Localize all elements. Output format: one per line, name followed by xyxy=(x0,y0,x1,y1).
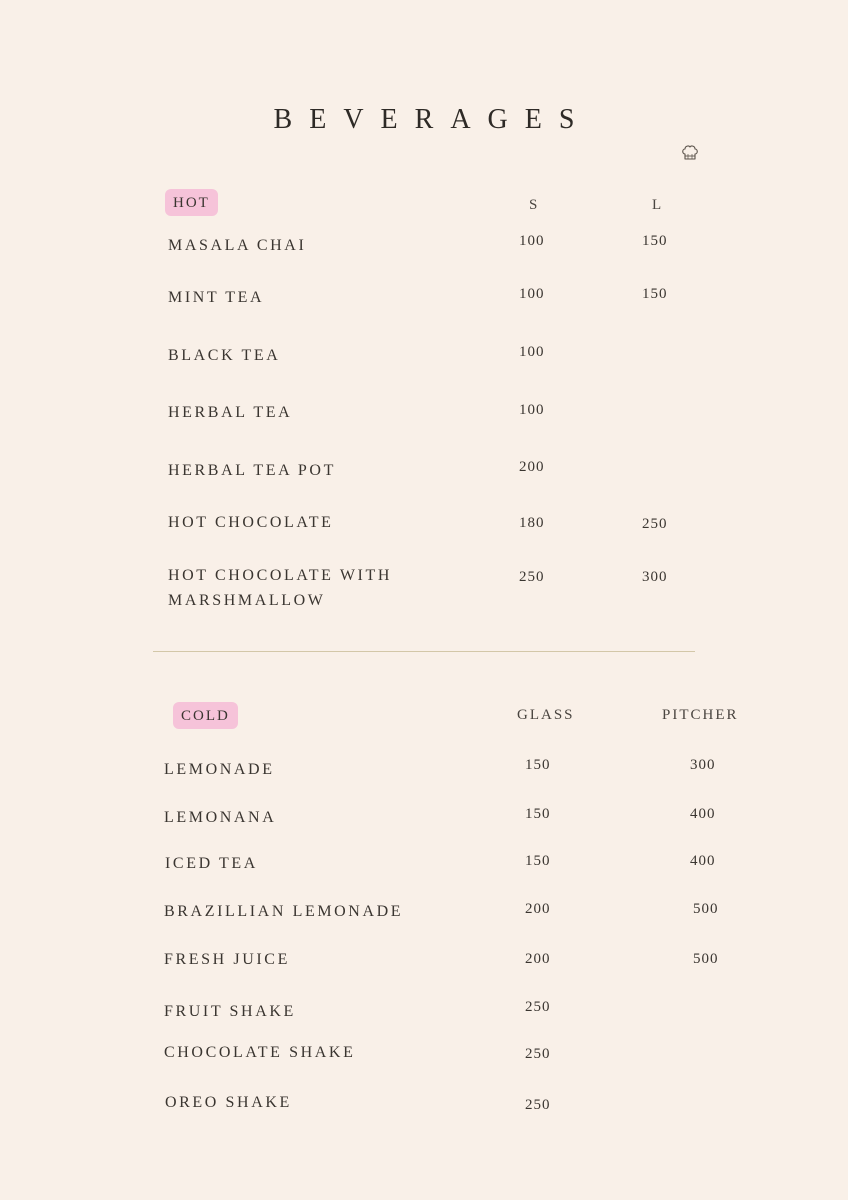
menu-item-price-large: 150 xyxy=(642,233,668,249)
menu-item-price-small: 180 xyxy=(519,515,545,531)
menu-item-price-large: 150 xyxy=(642,286,668,302)
menu-item-name: CHOCOLATE SHAKE xyxy=(164,1044,356,1061)
menu-item-price-pitcher: 300 xyxy=(690,757,716,773)
menu-item-price-large: 250 xyxy=(642,516,668,532)
pitcher-header: PITCHER xyxy=(662,707,739,723)
menu-item-price-small: 200 xyxy=(519,459,545,475)
menu-item-price-glass: 250 xyxy=(525,999,551,1015)
menu-item-name: MINT TEA xyxy=(168,289,265,306)
menu-item-price-pitcher: 500 xyxy=(693,901,719,917)
cold-section-tag: COLD xyxy=(173,702,238,729)
menu-item-price-glass: 150 xyxy=(525,757,551,773)
menu-item-price-glass: 150 xyxy=(525,853,551,869)
page-title: BEVERAGES xyxy=(273,104,592,135)
menu-item-name: HERBAL TEA xyxy=(168,404,293,421)
menu-item-price-glass: 150 xyxy=(525,806,551,822)
section-divider xyxy=(153,651,695,652)
menu-item-name: ICED TEA xyxy=(165,855,258,872)
hot-section-tag: HOT xyxy=(165,189,218,216)
menu-item-price-pitcher: 400 xyxy=(690,853,716,869)
menu-item-price-glass: 200 xyxy=(525,901,551,917)
menu-item-name: HOT CHOCOLATE WITH xyxy=(168,567,392,584)
menu-item-price-glass: 200 xyxy=(525,951,551,967)
menu-item-name: LEMONANA xyxy=(164,809,277,826)
menu-item-price-pitcher: 500 xyxy=(693,951,719,967)
menu-item-price-small: 100 xyxy=(519,233,545,249)
menu-item-name: FRESH JUICE xyxy=(164,951,290,968)
menu-item-name: HOT CHOCOLATE xyxy=(168,514,334,531)
menu-item-price-small: 100 xyxy=(519,402,545,418)
menu-item-price-small: 100 xyxy=(519,344,545,360)
menu-item-price-large: 300 xyxy=(642,569,668,585)
menu-item-name: OREO SHAKE xyxy=(165,1094,292,1111)
menu-item-price-glass: 250 xyxy=(525,1046,551,1062)
menu-item-name: MASALA CHAI xyxy=(168,237,307,254)
chef-hat-icon xyxy=(680,143,700,163)
size-large-header: L xyxy=(652,197,664,213)
menu-item-name-line2: MARSHMALLOW xyxy=(168,592,326,609)
menu-item-name: FRUIT SHAKE xyxy=(164,1003,296,1020)
menu-item-name: BLACK TEA xyxy=(168,347,281,364)
size-small-header: S xyxy=(529,197,540,213)
menu-item-price-small: 100 xyxy=(519,286,545,302)
menu-item-price-pitcher: 400 xyxy=(690,806,716,822)
menu-item-name: HERBAL TEA POT xyxy=(168,462,336,479)
menu-item-name: LEMONADE xyxy=(164,761,275,778)
menu-item-price-small: 250 xyxy=(519,569,545,585)
glass-header: GLASS xyxy=(517,707,575,723)
menu-item-name: BRAZILLIAN LEMONADE xyxy=(164,903,404,920)
menu-item-price-glass: 250 xyxy=(525,1097,551,1113)
